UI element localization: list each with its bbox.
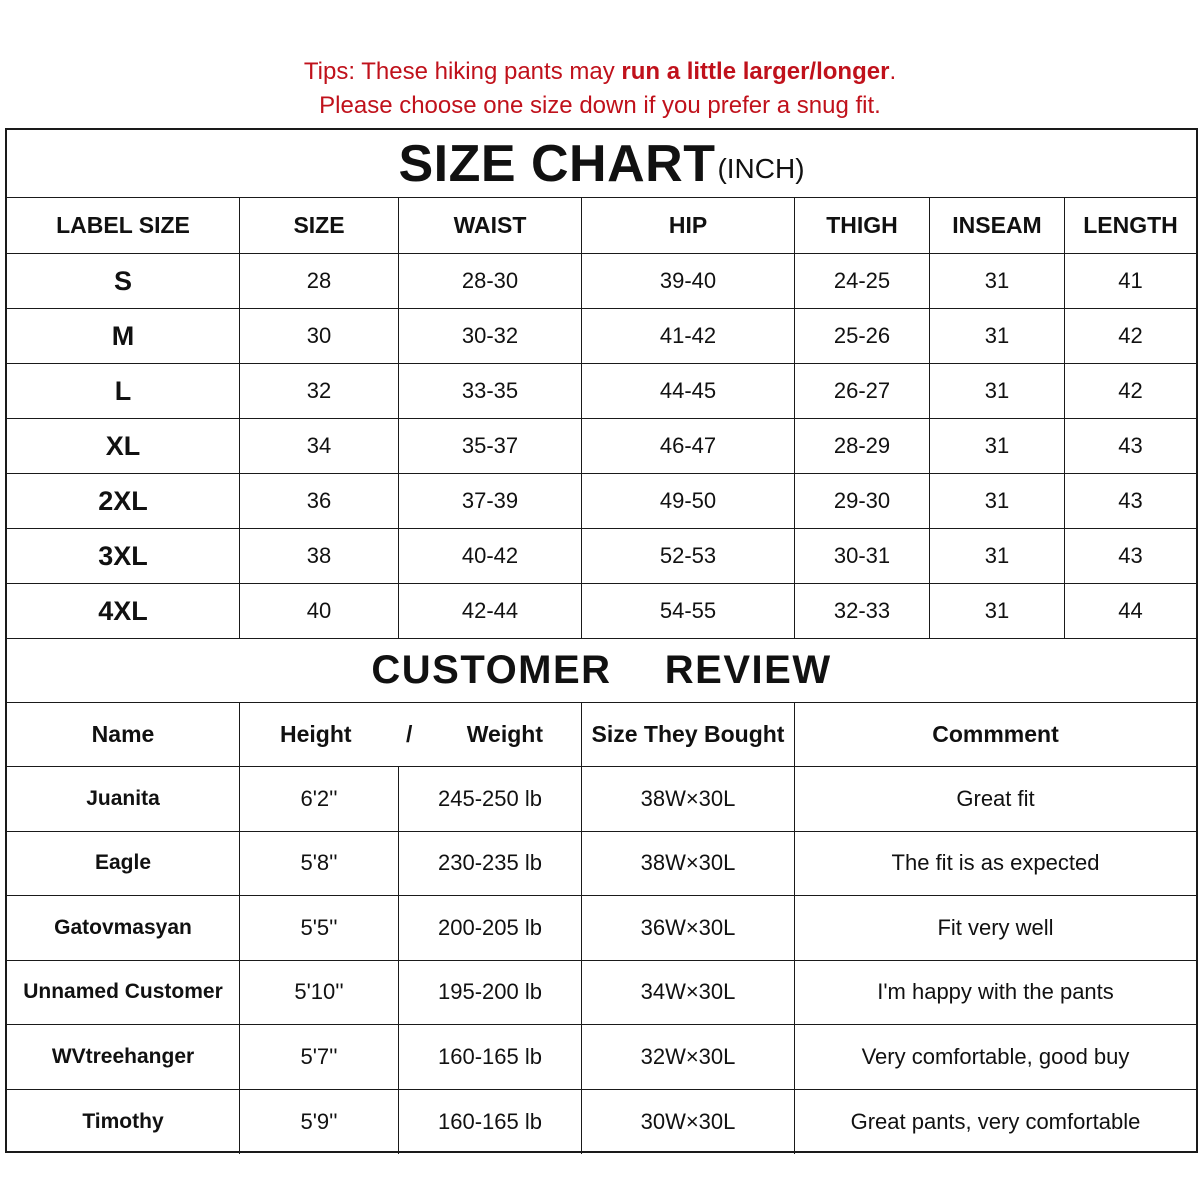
- label-size-cell: XL: [7, 419, 240, 473]
- reviewer-name-cell: Juanita: [7, 767, 240, 831]
- customer-review-title: CUSTOMER REVIEW: [371, 648, 832, 692]
- reviewer-height-cell: 5'8'': [240, 832, 399, 896]
- size-length-cell: 42: [1118, 323, 1143, 348]
- header-label-size: LABEL SIZE: [7, 198, 240, 253]
- size-length-cell: 44: [1118, 598, 1143, 623]
- reviewer-weight-cell: 160-165 lb: [399, 1025, 582, 1089]
- size-thigh-cell: 32-33: [795, 584, 930, 638]
- header-thigh: THIGH: [795, 198, 930, 253]
- size-hip-cell: 39-40: [582, 254, 795, 308]
- size-size-cell: 38: [240, 529, 399, 583]
- size-waist-cell: 37-39: [399, 474, 582, 528]
- header-weight: Weight: [466, 721, 543, 747]
- size-row: [7, 419, 1196, 474]
- reviewer-height-cell: 5'10'': [240, 961, 399, 1025]
- header-separator: /: [405, 721, 413, 747]
- review-header-row: [7, 703, 1196, 767]
- label-size-cell: 4XL: [7, 584, 240, 638]
- size-thigh-cell: 28-29: [795, 419, 930, 473]
- size-size-cell: 30: [240, 309, 399, 363]
- size-waist-cell: 30-32: [399, 309, 582, 363]
- size-inseam-cell: 31: [930, 419, 1065, 473]
- header-waist: WAIST: [399, 198, 582, 253]
- size-waist-cell: 40-42: [399, 529, 582, 583]
- size-chart-header-row: [7, 198, 1196, 254]
- size-inseam-cell: 31: [930, 254, 1065, 308]
- header-size: SIZE: [240, 198, 399, 253]
- review-row: [7, 961, 1196, 1026]
- size-thigh-cell: 26-27: [795, 364, 930, 418]
- size-hip-cell: 41-42: [582, 309, 795, 363]
- reviewer-weight-cell: 195-200 lb: [399, 961, 582, 1025]
- size-inseam-cell: 31: [930, 529, 1065, 583]
- size-chart-unit: (INCH): [717, 153, 805, 184]
- header-hip: HIP: [582, 198, 795, 253]
- tips-emphasis: run a little larger/longer: [621, 58, 890, 85]
- size-chart-title: SIZE CHART: [398, 134, 716, 193]
- header-inseam: INSEAM: [930, 198, 1065, 253]
- reviewer-weight-cell: 200-205 lb: [399, 896, 582, 960]
- size-length-cell: 41: [1118, 268, 1143, 293]
- size-row: [7, 529, 1196, 584]
- label-size-cell: 3XL: [7, 529, 240, 583]
- customer-review-title-cell: [7, 639, 1196, 702]
- size-hip-cell: 44-45: [582, 364, 795, 418]
- size-row: [7, 474, 1196, 529]
- size-chart-title-row: [7, 130, 1196, 198]
- size-hip-cell: 54-55: [582, 584, 795, 638]
- size-thigh-cell: 30-31: [795, 529, 930, 583]
- size-size-cell: 36: [240, 474, 399, 528]
- tips-note: [0, 55, 1200, 123]
- size-hip-cell: 49-50: [582, 474, 795, 528]
- size-length-cell: 43: [1118, 488, 1143, 513]
- size-row: [7, 364, 1196, 419]
- size-size-cell: 28: [240, 254, 399, 308]
- size-waist-cell: 28-30: [399, 254, 582, 308]
- reviewer-height-cell: 6'2'': [240, 767, 399, 831]
- reviewer-size-cell: 30W×30L: [582, 1090, 795, 1155]
- size-inseam-cell: 31: [930, 474, 1065, 528]
- size-size-cell: 40: [240, 584, 399, 638]
- header-comment: Commment: [932, 721, 1059, 747]
- size-chart-title-cell: [7, 130, 1196, 197]
- label-size-cell: L: [7, 364, 240, 418]
- customer-review-title-row: [7, 639, 1196, 703]
- review-row: [7, 767, 1196, 832]
- header-length: LENGTH: [1083, 212, 1178, 238]
- size-waist-cell: 33-35: [399, 364, 582, 418]
- size-thigh-cell: 25-26: [795, 309, 930, 363]
- header-height: Height: [280, 721, 352, 747]
- size-waist-cell: 42-44: [399, 584, 582, 638]
- size-length-cell: 43: [1118, 543, 1143, 568]
- label-size-cell: S: [7, 254, 240, 308]
- reviewer-size-cell: 34W×30L: [582, 961, 795, 1025]
- reviewer-comment-cell: The fit is as expected: [891, 850, 1100, 876]
- reviewer-name-cell: Gatovmasyan: [7, 896, 240, 960]
- size-length-cell: 43: [1118, 433, 1143, 458]
- size-chart-table: [5, 128, 1198, 1153]
- header-name: Name: [7, 703, 240, 766]
- size-inseam-cell: 31: [930, 584, 1065, 638]
- size-length-cell: 42: [1118, 378, 1143, 403]
- review-row: [7, 896, 1196, 961]
- label-size-cell: M: [7, 309, 240, 363]
- size-row: [7, 584, 1196, 639]
- size-hip-cell: 46-47: [582, 419, 795, 473]
- reviewer-size-cell: 38W×30L: [582, 832, 795, 896]
- reviewer-comment-cell: Fit very well: [937, 914, 1054, 940]
- reviewer-weight-cell: 245-250 lb: [399, 767, 582, 831]
- reviewer-comment-cell: Very comfortable, good buy: [861, 1043, 1130, 1069]
- size-hip-cell: 52-53: [582, 529, 795, 583]
- size-thigh-cell: 29-30: [795, 474, 930, 528]
- header-height-weight: [240, 703, 582, 766]
- size-size-cell: 34: [240, 419, 399, 473]
- reviewer-weight-cell: 160-165 lb: [399, 1090, 582, 1155]
- reviewer-comment-cell: I'm happy with the pants: [877, 979, 1114, 1005]
- review-row: [7, 832, 1196, 897]
- reviewer-size-cell: 36W×30L: [582, 896, 795, 960]
- size-size-cell: 32: [240, 364, 399, 418]
- reviewer-weight-cell: 230-235 lb: [399, 832, 582, 896]
- size-row: [7, 254, 1196, 309]
- reviewer-name-cell: Eagle: [7, 832, 240, 896]
- reviewer-name-cell: Timothy: [7, 1090, 240, 1155]
- reviewer-height-cell: 5'5'': [240, 896, 399, 960]
- size-inseam-cell: 31: [930, 309, 1065, 363]
- size-inseam-cell: 31: [930, 364, 1065, 418]
- reviewer-size-cell: 32W×30L: [582, 1025, 795, 1089]
- size-waist-cell: 35-37: [399, 419, 582, 473]
- tips-line-1: Tips: These hiking pants may run a little larger/longer.: [303, 58, 897, 85]
- reviewer-height-cell: 5'9'': [240, 1090, 399, 1155]
- reviewer-height-cell: 5'7'': [240, 1025, 399, 1089]
- size-thigh-cell: 24-25: [795, 254, 930, 308]
- reviewer-name-cell: WVtreehanger: [7, 1025, 240, 1089]
- reviewer-name-cell: Unnamed Customer: [7, 961, 240, 1025]
- tips-line-2: Please choose one size down if you prefer a snug fit.: [319, 92, 881, 119]
- review-row: [7, 1025, 1196, 1090]
- reviewer-comment-cell: Great pants, very comfortable: [850, 1108, 1141, 1134]
- review-row: [7, 1090, 1196, 1155]
- size-row: [7, 309, 1196, 364]
- reviewer-size-cell: 38W×30L: [582, 767, 795, 831]
- label-size-cell: 2XL: [7, 474, 240, 528]
- header-size-bought: Size They Bought: [582, 703, 795, 766]
- reviewer-comment-cell: Great fit: [956, 785, 1035, 811]
